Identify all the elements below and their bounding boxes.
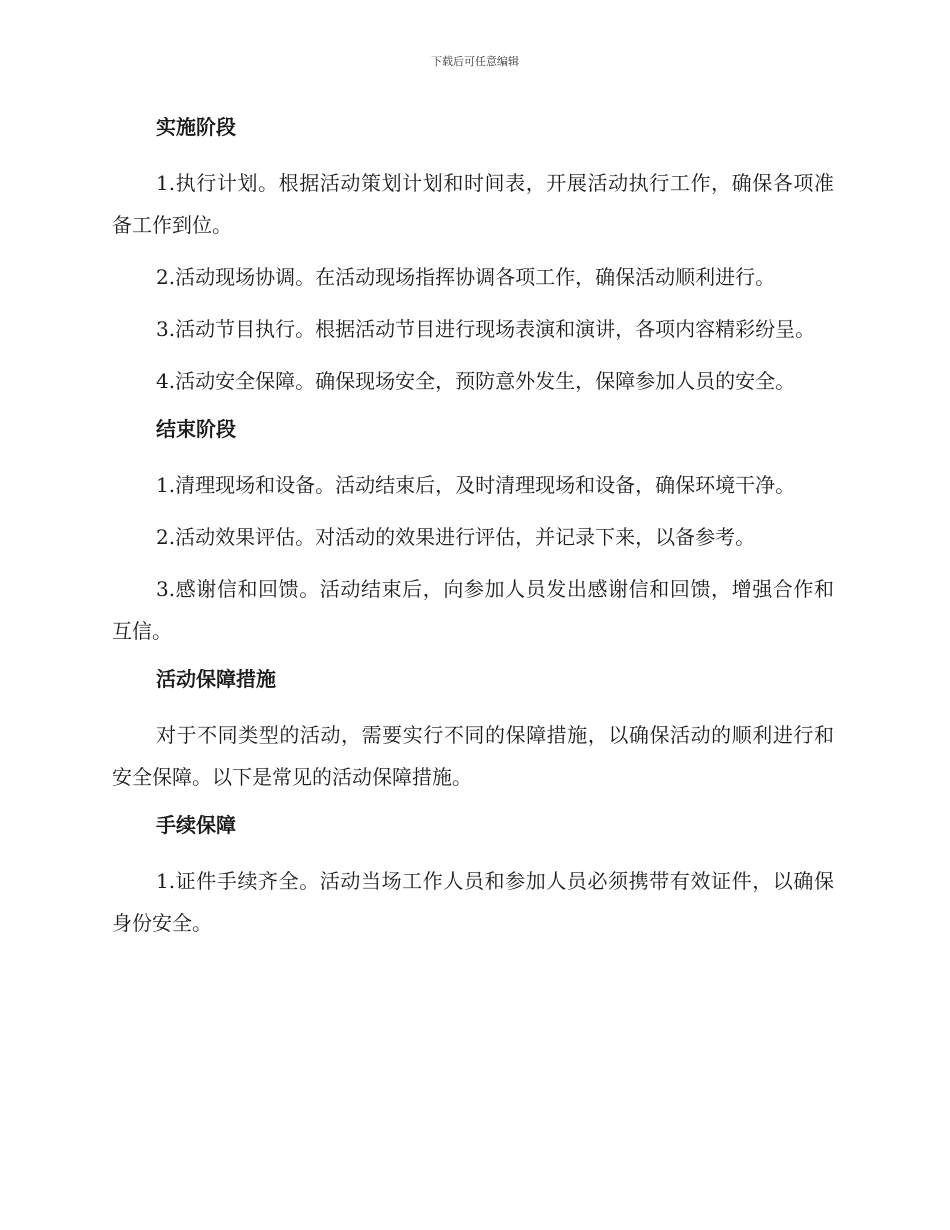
paragraph: 4.活动安全保障。确保现场安全，预防意外发生，保障参加人员的安全。 [156,369,796,393]
paragraph: 对于不同类型的活动，需要实行不同的保障措施，以确保活动的顺利进行和安全保障。以下是常见的活动保障措施。 [112,723,834,789]
section-safeguards [112,662,834,798]
paragraph: 3.活动节目执行。根据活动节目进行现场表演和演讲，各项内容精彩纷呈。 [156,317,816,341]
paragraph: 1.清理现场和设备。活动结束后，及时清理现场和设备，确保环境干净。 [156,473,796,497]
section-heading: 手续保障 [156,813,236,837]
document-body [112,110,834,954]
paragraph: 1.证件手续齐全。活动当场工作人员和参加人员必须携带有效证件，以确保身份安全。 [112,869,834,935]
page-header: 下载后可任意编辑 [431,55,519,68]
section-procedures [112,808,834,944]
section-heading: 活动保障措施 [156,667,276,691]
paragraph: 2.活动现场协调。在活动现场指挥协调各项工作，确保活动顺利进行。 [156,265,776,289]
paragraph: 2.活动效果评估。对活动的效果进行评估，并记录下来，以备参考。 [156,525,756,549]
section-closing [112,412,834,652]
section-heading: 结束阶段 [156,417,236,441]
section-implementation [112,110,834,402]
section-heading: 实施阶段 [156,115,236,139]
paragraph: 3.感谢信和回馈。活动结束后，向参加人员发出感谢信和回馈，增强合作和互信。 [112,577,834,643]
paragraph: 1.执行计划。根据活动策划计划和时间表，开展活动执行工作，确保各项准备工作到位。 [112,171,834,237]
